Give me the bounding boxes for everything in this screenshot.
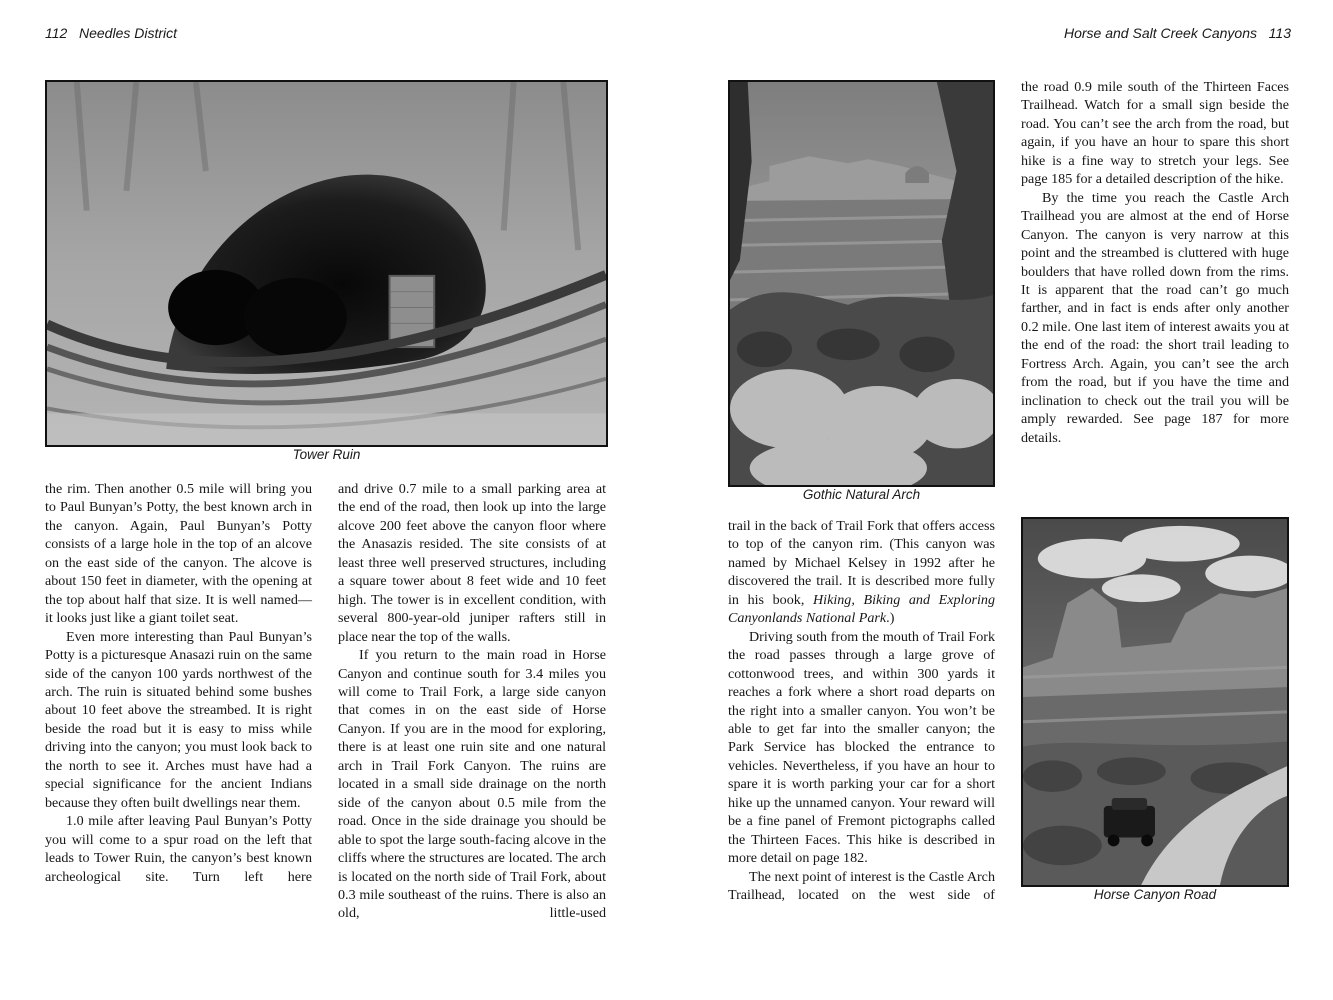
paragraph: By the time you reach the Castle Arch Trailhead you are almost at the end of Horse Canyon. The canyon is very narrow at this point and the streambed is cluttered with huge boulders that have rolled down from the rims. It is apparent that the road can’t go much farther, and in fact is ends after only another 0.2 mile. One last item of interest awaits you at the end of the road: the short trail leading to Fortress Arch. Again, you can’t see the arch from the road, but if you have the time and inclination to check out the trail you will be amply rewarded. See page 187 for more details.	[1021, 189, 1289, 446]
paragraph	[728, 517, 995, 628]
paragraph: If you return to the main road in Horse Canyon and continue south for 3.4 miles you will come to Trail Fork, a large side canyon that comes in on the east side of Horse Canyon. If you are in the mood for exploring, there is at least one ruin site and one natural arch in Trail Fork Canyon. The ruins are located in a small side drainage on the north side of the canyon about 0.5 mile from the road. Once in the side drainage you should be able to spot the large south-facing alcove in the cliffs where the structures are located. The arch is located on the north side of Trail Fork, about 0.3 mile southeast of the ruins. There is also an old, little-used	[338, 647, 606, 922]
horse-canyon-road-image	[1023, 519, 1287, 885]
tower-ruin-caption: Tower Ruin	[292, 447, 361, 462]
right-running-title: Horse and Salt Creek Canyons	[1064, 25, 1257, 41]
left-running-title: Needles District	[79, 25, 178, 41]
text-column-1	[45, 480, 312, 886]
paragraph: the road 0.9 mile south of the Thirteen Faces Trailhead. Watch for a small sign beside the road. You can’t see the arch from the road, but again, if you have an hour to spare this short hike is a fine way to stretch your legs. See page 185 for a detailed description of the hike.	[1021, 79, 1289, 188]
paragraph: Even more interesting than Paul Bunyan’s Potty is a picturesque Anasazi ruin on the same side of the canyon 100 yards northwest of the arch. The ruin is situated behind some bushes about 10 feet above the streambed. It is right beside the road but it is easy to miss while driving into the canyon; you must look back to the north to see it. Arches must have had a special significance for the ancient Indians because they often built dwellings near them.	[45, 628, 312, 811]
paragraph: and drive 0.7 mile to a small parking area at the end of the road, then look up into the large alcove 200 feet above the canyon floor where the Anasazis resided. The site consists of at least three well preserved structures, including a square tower about 8 feet wide and 10 feet high. The tower is in excellent condition, with several 800-year-old juniper rafters still in place near the top of the walls.	[338, 481, 606, 645]
left-running-head	[45, 25, 177, 41]
book-title: Hiking, Biking and Exploring Canyonlands National Park	[728, 591, 995, 627]
text-column-4	[1021, 78, 1289, 447]
paragraph: Driving south from the mouth of Trail Fork the road passes through a large grove of cottonwood trees, and within 300 yards it reaches a fork where a short road departs on the right into a smaller canyon. You won’t be able to get far into the smaller canyon; the Park Service has blocked the entrance to vehicles. Nevertheless, if you have an hour to spare it is worth parking your car for a short hike up the unnamed canyon. Your reward will be a fine panel of Fremont pictographs called the Thirteen Faces. This hike is described in more detail on page 182.	[728, 628, 995, 867]
right-running-head	[1064, 25, 1291, 41]
text-column-3	[728, 517, 995, 905]
tower-ruin-photo	[45, 80, 608, 447]
paragraph: The next point of interest is the Castle Arch Trailhead, located on the west side of	[728, 868, 995, 904]
horse-canyon-road-caption: Horse Canyon Road	[1093, 887, 1217, 902]
paragraph: the rim. Then another 0.5 mile will bring you to Paul Bunyan’s Potty, the best known arch in the canyon. Again, Paul Bunyan’s Potty consists of a large hole in the top of an alcove on the east side of the canyon. The alcove is about 150 feet in diameter, with the opening at the top about half that size. It is well named—it looks just like a giant toilet seat.	[45, 481, 312, 627]
gothic-arch-image	[730, 82, 993, 485]
gothic-arch-caption: Gothic Natural Arch	[802, 487, 921, 502]
left-page-number: 112	[45, 25, 68, 41]
text-column-2	[338, 480, 606, 923]
tower-ruin-image	[47, 82, 606, 445]
right-page-number: 113	[1268, 25, 1291, 41]
horse-canyon-road-photo	[1021, 517, 1289, 887]
paragraph-text: .)	[886, 610, 895, 627]
gothic-arch-photo	[728, 80, 995, 487]
paragraph-text: trail in the back of Trail Fork that offers access to top of the canyon rim. (This canyon was named by Michael Kelsey in 1992 after he discovered the trail. It is described more fully in his book,	[728, 518, 995, 608]
paragraph: 1.0 mile after leaving Paul Bunyan’s Potty you will come to a spur road on the left that leads to Tower Ruin, the canyon’s best known archeological site. Turn left here	[45, 813, 312, 885]
